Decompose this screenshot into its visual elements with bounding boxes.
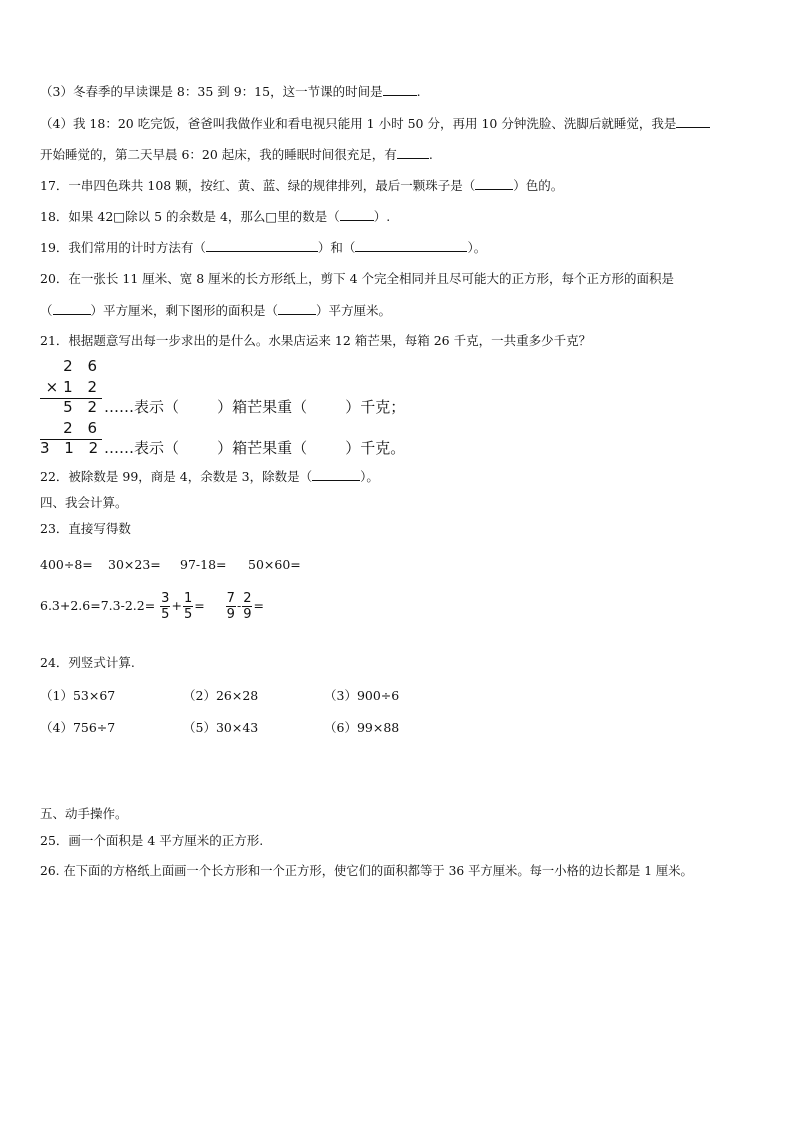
mult-note-2: ……表示（ ）箱芒果重（ ）千克。	[104, 439, 406, 457]
mult-row-3: 5 2	[63, 398, 102, 416]
question-23-title: 23．直接写得数	[40, 521, 131, 536]
question-20-line1: 20．在一张长 11 厘米、宽 8 厘米的长方形纸上，剪下 4 个完全相同并且尽可能大的正方形，每个正方形的面积是	[40, 271, 675, 286]
question-16-3: （3）冬春季的早读课是 8：35 到 9：15，这一节课的时间是 .	[40, 84, 421, 99]
answer-blank[interactable]	[355, 238, 467, 252]
question-25: 25．画一个面积是 4 平方厘米的正方形.	[40, 833, 264, 848]
calc-item: 50×60=	[248, 557, 301, 572]
answer-blank[interactable]	[676, 114, 710, 128]
calc-item: 400÷8=	[40, 557, 93, 572]
section-5-heading: 五、动手操作。	[40, 806, 128, 821]
question-16-4-line2: 开始睡觉的，第二天早晨 6：20 起床，我的睡眠时间很充足，有 .	[40, 147, 433, 162]
fraction: $\frac{7}{9}$	[226, 591, 235, 622]
answer-blank[interactable]	[475, 176, 513, 190]
question-24-title: 24．列竖式计算.	[40, 655, 135, 670]
calc-item: 6.3+2.6=	[40, 598, 101, 613]
fraction: $\frac{1}{5}$	[183, 591, 193, 622]
fraction: $\frac{3}{5}$	[161, 591, 170, 622]
answer-blank[interactable]	[383, 82, 417, 96]
answer-blank[interactable]	[312, 467, 360, 481]
mult-row-4: 2 6	[63, 419, 102, 437]
calc-item: 7.3-2.2=	[100, 598, 156, 613]
mult-note-1: ……表示（ ）箱芒果重（ ）千克；	[104, 398, 406, 416]
vertical-calc-item: （6）99×88	[324, 720, 400, 735]
fraction: $\frac{2}{9}$	[243, 591, 252, 622]
question-21-text: 21．根据题意写出每一步求出的是什么。水果店运来 12 箱芒果，每箱 26 千克，一共重多少千克？	[40, 333, 592, 348]
vertical-calc-item: （1）53×67	[40, 688, 116, 703]
question-18: 18．如果 42□除以 5 的余数是 4，那么□里的数是（ ）.	[40, 209, 391, 224]
answer-blank[interactable]	[53, 301, 91, 315]
vertical-calc-item: （5）30×43	[183, 720, 259, 735]
answer-blank[interactable]	[278, 301, 316, 315]
vertical-calc-item: （4）756÷7	[40, 720, 116, 735]
question-16-4-line1: （4）我 18：20 吃完饭，爸爸叫我做作业和看电视只能用 1 小时 50 分，再用 10 分钟洗脸、洗脚后就睡觉，我是	[40, 114, 754, 133]
answer-blank[interactable]	[340, 207, 374, 221]
vertical-calc-item: （3）900÷6	[324, 688, 400, 703]
question-19: 19．我们常用的计时方法有（ ）和（ ）。	[40, 240, 487, 255]
mult-row-1: 2 6	[63, 357, 102, 375]
mult-row-5: 3 1 2	[40, 439, 104, 457]
calc-row-2: 6.3+2.6=7.3-2.2= $\frac{3}{5}$ + $\frac{1}{5}$ = $\frac{7}{9}$ - $\frac{2}{9}$ =	[40, 591, 264, 622]
calc-item: 97-18=	[180, 557, 227, 572]
calc-item: 30×23=	[108, 557, 161, 572]
answer-blank[interactable]	[397, 145, 429, 159]
question-20-line2: （ ）平方厘米，剩下图形的面积是（ ）平方厘米。	[40, 303, 392, 318]
mult-row-2: ×1 2	[45, 378, 102, 396]
answer-blank[interactable]	[206, 238, 318, 252]
question-22: 22．被除数是 99，商是 4，余数是 3，除数是（ ）。	[40, 469, 379, 484]
question-17: 17．一串四色珠共 108 颗，按红、黄、蓝、绿的规律排列，最后一颗珠子是（ ）色的。	[40, 178, 564, 193]
vertical-calc-item: （2）26×28	[183, 688, 259, 703]
section-4-heading: 四、我会计算。	[40, 495, 128, 510]
question-26: 26. 在下面的方格纸上面画一个长方形和一个正方形，使它们的面积都等于 36 平方厘米。每一小格的边长都是 1 厘米。	[40, 864, 693, 878]
